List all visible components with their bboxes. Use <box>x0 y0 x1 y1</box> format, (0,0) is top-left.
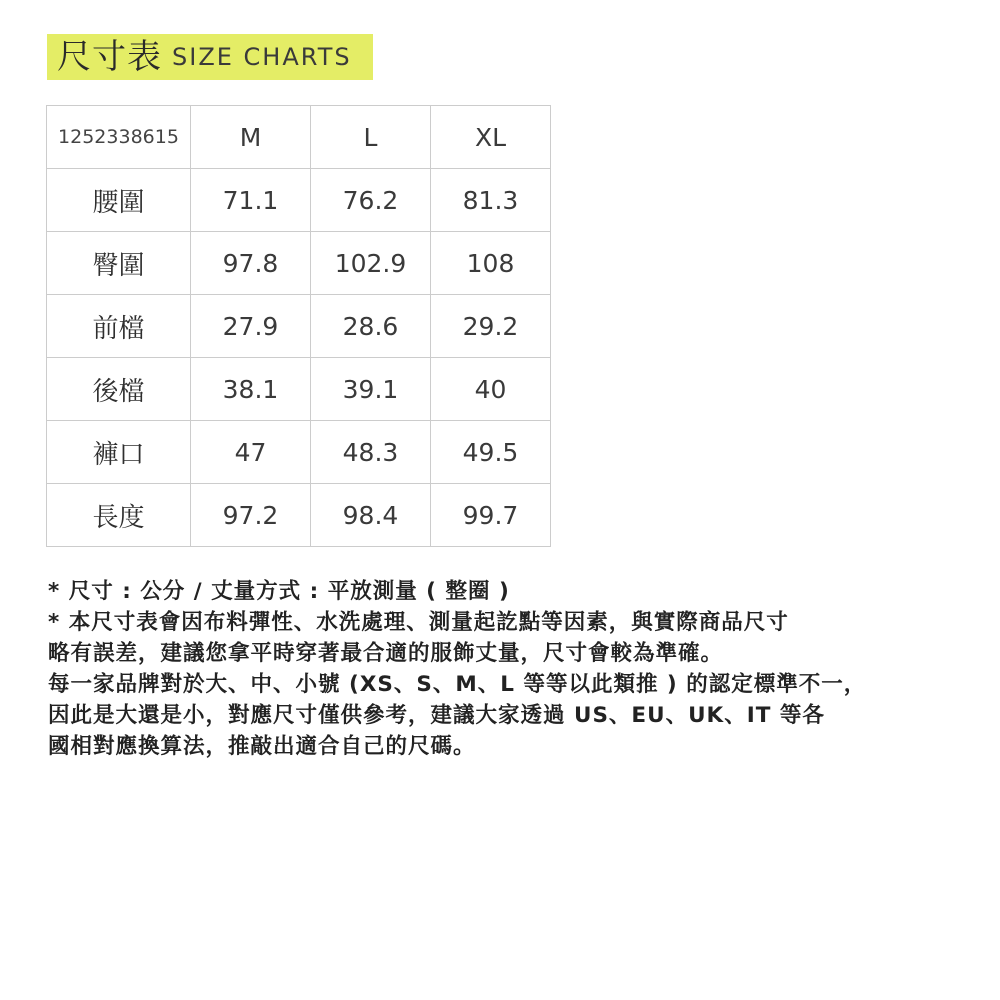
table-cell: 97.2 <box>191 484 311 547</box>
table-cell: 47 <box>191 421 311 484</box>
table-cell: 38.1 <box>191 358 311 421</box>
note-line: * 本尺寸表會因布料彈性、水洗處理、測量起訖點等因素，與實際商品尺寸 <box>48 610 789 635</box>
size-header-l: L <box>311 106 431 169</box>
note-line: * 尺寸 : 公分 / 丈量方式 : 平放測量 ( 整圈 ) <box>48 579 510 604</box>
row-label-length: 長度 <box>47 484 191 547</box>
table-row <box>47 295 551 358</box>
table-cell: 98.4 <box>311 484 431 547</box>
size-header-xl: XL <box>431 106 551 169</box>
table-cell: 48.3 <box>311 421 431 484</box>
table-cell: 108 <box>431 232 551 295</box>
table-cell: 99.7 <box>431 484 551 547</box>
table-cell: 102.9 <box>311 232 431 295</box>
size-header-m: M <box>191 106 311 169</box>
table-row <box>47 169 551 232</box>
row-label-back-rise: 後檔 <box>47 358 191 421</box>
table-cell: 49.5 <box>431 421 551 484</box>
size-chart-table <box>46 105 551 547</box>
table-cell: 27.9 <box>191 295 311 358</box>
table-row <box>47 484 551 547</box>
row-label-leg-opening: 褲口 <box>47 421 191 484</box>
title-english: SIZE CHARTS <box>172 43 352 71</box>
note-line: 國相對應換算法，推敲出適合自己的尺碼。 <box>48 734 476 759</box>
table-cell: 39.1 <box>311 358 431 421</box>
table-cell: 40 <box>431 358 551 421</box>
table-row <box>47 358 551 421</box>
table-header-row <box>47 106 551 169</box>
table-row <box>47 421 551 484</box>
table-cell: 76.2 <box>311 169 431 232</box>
row-label-waist: 腰圍 <box>47 169 191 232</box>
title-chinese: 尺寸表 <box>57 37 162 77</box>
note-line: 每一家品牌對於大、中、小號 (XS、S、M、L 等等以此類推 ) 的認定標準不一， <box>48 672 867 697</box>
row-label-front-rise: 前檔 <box>47 295 191 358</box>
row-label-hip: 臀圍 <box>47 232 191 295</box>
table-cell: 71.1 <box>191 169 311 232</box>
table-cell: 97.8 <box>191 232 311 295</box>
note-line: 因此是大還是小，對應尺寸僅供參考，建議大家透過 US、EU、UK、IT 等各 <box>48 703 825 728</box>
table-cell: 81.3 <box>431 169 551 232</box>
note-line: 略有誤差，建議您拿平時穿著最合適的服飾丈量，尺寸會較為準確。 <box>48 641 724 666</box>
product-id-cell: 1252338615 <box>47 106 191 169</box>
table-cell: 29.2 <box>431 295 551 358</box>
title-banner <box>47 34 373 80</box>
size-notes <box>48 576 978 762</box>
table-cell: 28.6 <box>311 295 431 358</box>
table-row <box>47 232 551 295</box>
